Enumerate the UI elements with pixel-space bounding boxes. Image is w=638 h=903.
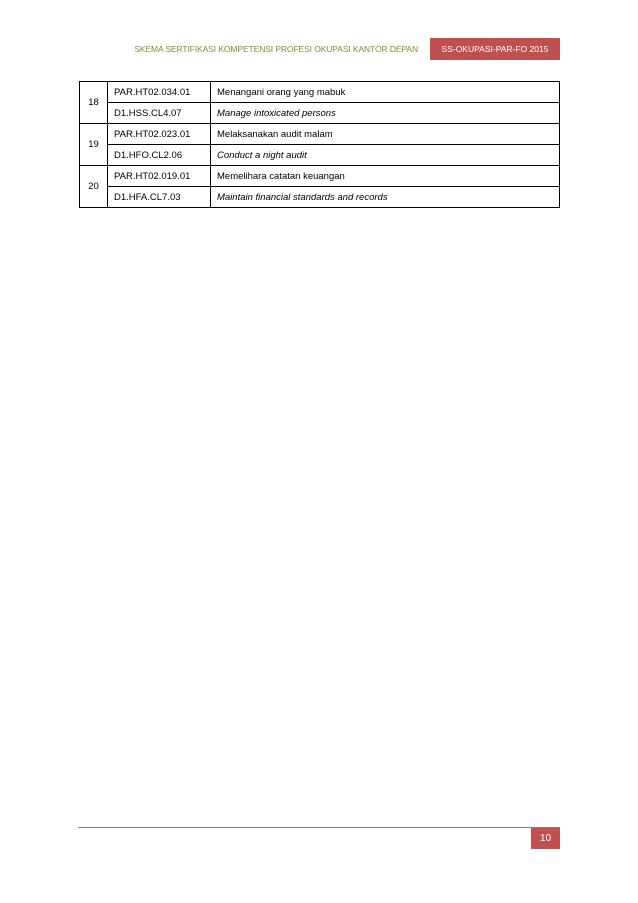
unit-code-en: D1.HFO.CL2.06	[108, 145, 211, 166]
page-header	[78, 38, 560, 60]
unit-code-id: PAR.HT02.023.01	[108, 124, 211, 145]
row-number: 18	[80, 82, 108, 124]
table-row	[80, 82, 560, 103]
table-row	[80, 166, 560, 187]
unit-title-en: Conduct a night audit	[211, 145, 560, 166]
table-row	[80, 145, 560, 166]
table-row	[80, 124, 560, 145]
scheme-code-badge: SS-OKUPASI-PAR-FO 2015	[430, 38, 560, 60]
unit-code-id: PAR.HT02.019.01	[108, 166, 211, 187]
table-row	[80, 187, 560, 208]
page-number: 10	[531, 828, 560, 849]
unit-title-id: Memelihara catatan keuangan	[211, 166, 560, 187]
unit-title-en: Maintain financial standards and records	[211, 187, 560, 208]
table-row	[80, 103, 560, 124]
unit-title-id: Melaksanakan audit malam	[211, 124, 560, 145]
scheme-title: SKEMA SERTIFIKASI KOMPETENSI PROFESI OKUPASI KANTOR DEPAN	[134, 44, 418, 54]
competency-table	[79, 81, 560, 208]
row-number: 20	[80, 166, 108, 208]
row-number: 19	[80, 124, 108, 166]
footer-divider	[78, 827, 560, 828]
unit-title-en: Manage intoxicated persons	[211, 103, 560, 124]
unit-title-id: Menangani orang yang mabuk	[211, 82, 560, 103]
unit-code-en: D1.HSS.CL4.07	[108, 103, 211, 124]
unit-code-id: PAR.HT02.034.01	[108, 82, 211, 103]
unit-code-en: D1.HFA.CL7.03	[108, 187, 211, 208]
